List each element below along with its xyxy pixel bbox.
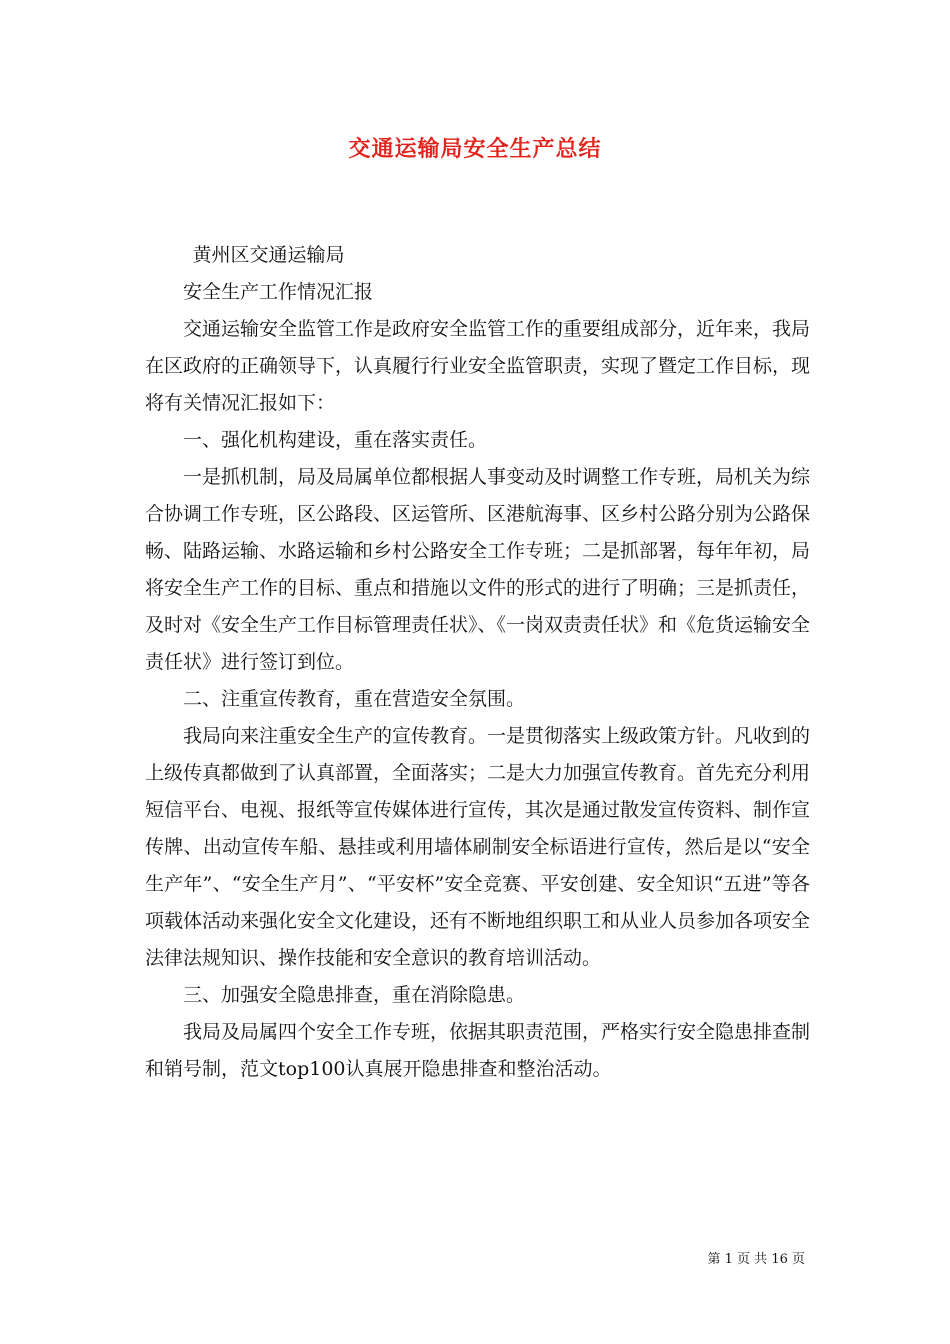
org-line: 黄州区交通运输局 [192,244,345,266]
page-title: 交通运输局安全生产总结 [348,137,602,162]
report-subtitle: 安全生产工作情况汇报 [183,281,374,303]
paragraph-intro: 交通运输安全监管工作是政府安全监管工作的重要组成部分，近年来，我局在区政府的正确领导下，认真履行行业安全监管职责，实现了暨定工作目标，现将有关情况汇报如下： [145,318,811,414]
document-body [145,237,810,1088]
paragraph-section-2: 我局向来注重安全生产的宣传教育。一是贯彻落实上级政策方针。凡收到的上级传真都做到了认真部置，全面落实；二是大力加强宣传教育。首先充分利用短信平台、电视、报纸等宣传媒体进行宣传，其次是通过散发宣传资料、制作宣传牌、出动宣传车船、悬挂或利用墙体刷制安全标语进行宣传，然后是以“安全生产年”、“安全生产月”、“平安杯”安全竞赛、平安创建、安全知识“五进”等各项载体活动来强化安全文化建设，还有不断地组织职工和从业人员参加各项安全法律法规知识、操作技能和安全意识的教育培训活动。 [145,725,811,969]
section-heading-3: 三、加强安全隐患排查，重在消除隐患。 [183,984,526,1006]
paragraph-section-3: 我局及局属四个安全工作专班，依据其职责范围，严格实行安全隐患排查制和销号制，范文top100认真展开隐患排查和整治活动。 [145,1021,811,1080]
section-heading-2: 二、注重宣传教育，重在营造安全氛围。 [183,688,526,710]
section-heading-1: 一、强化机构建设，重在落实责任。 [183,429,488,451]
page-number: 第 1 页 共 16 页 [707,1252,805,1267]
paragraph-section-1: 一是抓机制，局及局属单位都根据人事变动及时调整工作专班，局机关为综合协调工作专班，区公路段、区运管所、区港航海事、区乡村公路分别为公路保畅、陆路运输、水路运输和乡村公路安全工作专班；二是抓部署，每年年初，局将安全生产工作的目标、重点和措施以文件的形式的进行了明确；三是抓责任，及时对《安全生产工作目标管理责任状》、《一岗双责责任状》和《危货运输安全责任状》进行签订到位。 [145,466,811,673]
